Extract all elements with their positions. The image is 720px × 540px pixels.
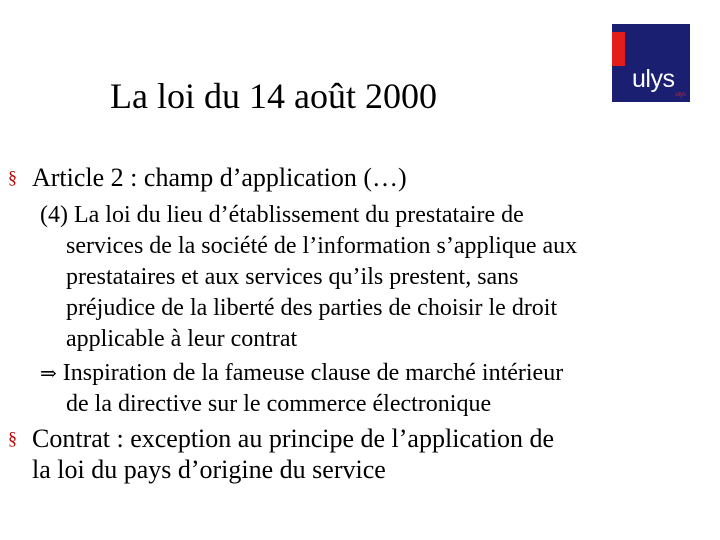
consequence-text: Inspiration de la fameuse clause de marché intérieur xyxy=(62,360,564,386)
paragraph-line: (4) La loi du lieu d’établissement du prestataire de xyxy=(40,202,524,228)
consequence-line: de la directive sur le commerce électronique xyxy=(66,391,492,417)
logo-red-bar xyxy=(612,32,625,66)
consequence-paragraph xyxy=(40,358,680,420)
logo-subtitle: ulys xyxy=(675,92,686,98)
implies-arrow-icon: ⇒ xyxy=(40,361,57,385)
paragraph-line: préjudice de la liberté des parties de choisir le droit xyxy=(66,295,558,321)
bullet-line: Contrat : exception au principe de l’application de xyxy=(32,424,554,453)
logo-wordmark: ulys xyxy=(632,65,675,93)
ulys-logo xyxy=(612,24,690,102)
article-paragraph xyxy=(40,200,680,355)
bullet-article-2 xyxy=(8,162,698,193)
bullet-line: la loi du pays d’origine du service xyxy=(32,455,386,484)
paragraph-line: applicable à leur contrat xyxy=(66,326,298,352)
bullet-text xyxy=(8,423,698,485)
paragraph-line: prestataires et aux services qu’ils prestent, sans xyxy=(66,264,519,290)
bullet-marker: § xyxy=(8,428,17,448)
slide-title: La loi du 14 août 2000 xyxy=(110,76,437,116)
consequence-line xyxy=(40,358,680,389)
bullet-marker: § xyxy=(8,167,17,187)
paragraph-line: services de la société de l’information s’applique aux xyxy=(66,233,578,259)
bullet-text: Article 2 : champ d’application (…) xyxy=(32,163,407,192)
bullet-contrat xyxy=(8,423,698,485)
